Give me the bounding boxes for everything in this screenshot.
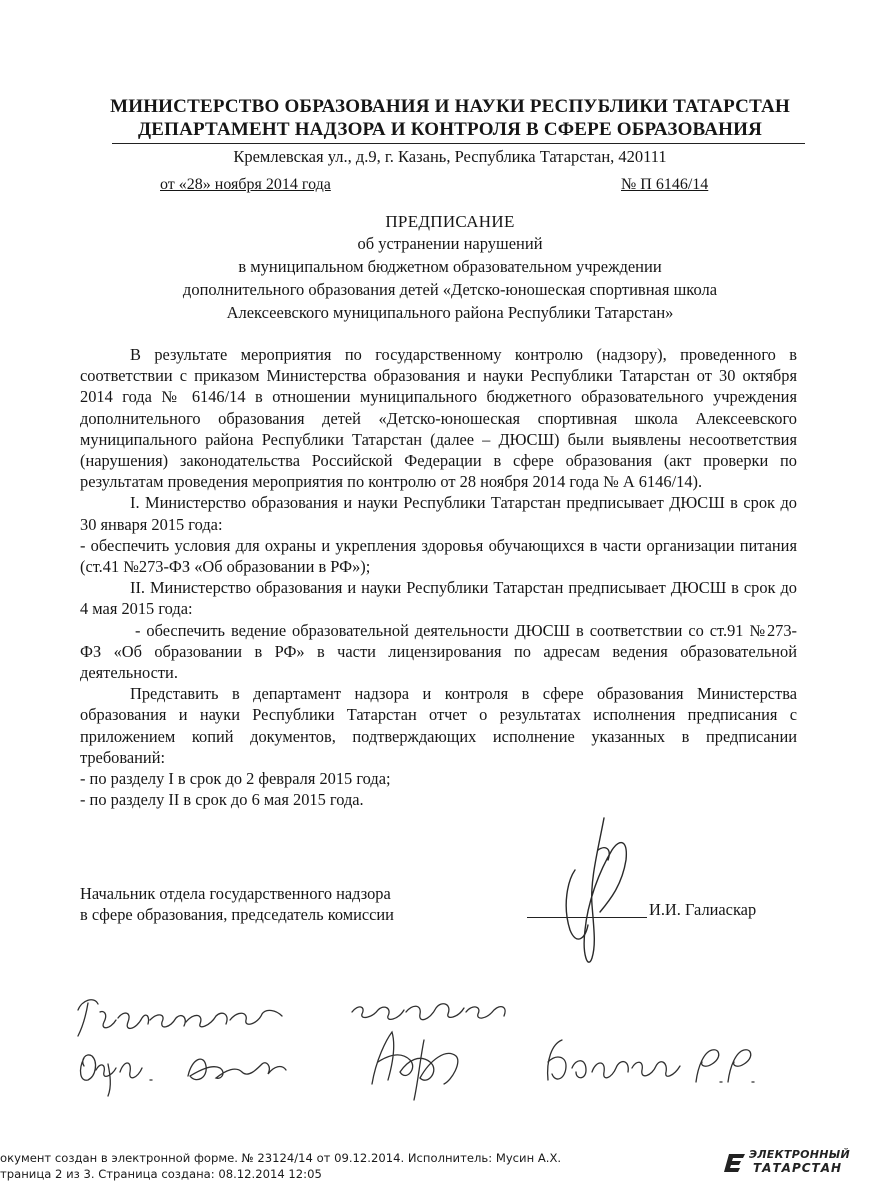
- address: Кремлевская ул., д.9, г. Казань, Республика Татарстан, 420111: [233, 147, 667, 166]
- section-2-item: - обеспечить ведение образовательной деятельности ДЮСШ в соответствии со ст.91 №273-ФЗ «Об образовании в РФ» в части лицензирования по адресам ведения образовательной деятельности.: [80, 620, 797, 683]
- electronic-tatarstan-logo: [721, 1148, 872, 1180]
- document-date: от «28» ноября 2014 года: [160, 176, 331, 193]
- title-subline-1: об устранении нарушений: [357, 234, 543, 253]
- signatory-position-line-2: в сфере образования, председатель комиссии: [80, 905, 394, 925]
- footer-line-2: траница 2 из 3. Страница создана: 08.12.2014 12:05: [0, 1167, 322, 1181]
- footer-line-1: окумент создан в электронной форме. № 23124/14 от 09.12.2014. Исполнитель: Мусин А.Х.: [0, 1151, 562, 1165]
- logo-text-bottom: ТАТАРСТАН: [753, 1161, 843, 1175]
- signatory-position-line-1: Начальник отдела государственного надзора: [80, 884, 391, 903]
- deadline-1: - по разделу I в срок до 2 февраля 2015 года;: [80, 769, 391, 789]
- title-subline-4: Алексеевского муниципального района Республики Татарстан»: [226, 303, 674, 322]
- section-1: I. Министерство образования и науки Республики Татарстан предписывает ДЮСШ в срок до 30 января 2015 года:: [80, 493, 797, 534]
- official-signature: [566, 818, 626, 962]
- report-paragraph: Представить в департамент надзора и контроля в сфере образования Министерства образования и науки Республики Татарстан отчет о результатах исполнения предписания с приложением копий документов, подтверждающих исполнение указанных в предписании требований:: [80, 684, 797, 767]
- logo-text-top: ЭЛЕКТРОННЫЙ: [749, 1148, 850, 1161]
- intro-paragraph: В результате мероприятия по государственному контролю (надзору), проведенного в соответствии с приказом Министерства образования и науки Республики Татарстан от 30 октября 2014 года № 6146/14 в отношении муниципального бюджетного образовательного учреждения дополнительного образования детей «Детско-юношеская спортивная школа Алексеевского муниципального района Республики Татарстан (далее – ДЮСШ) были выявлены несоответствия (нарушения) законодательства Российской Федерации в сфере образования (акт проверки по результатам проведения мероприятия по контролю от 28 ноября 2014 года № А 6146/14).: [80, 345, 797, 492]
- title-subline-3: дополнительного образования детей «Детско-юношеская спортивная школа: [182, 280, 718, 299]
- document-number: № П 6146/14: [621, 176, 709, 193]
- section-1-item: - обеспечить условия для охраны и укрепления здоровья обучающихся в части организации питания (ст.41 №273-ФЗ «Об образовании в РФ»);: [80, 535, 797, 577]
- logo-emblem-icon: [723, 1150, 747, 1174]
- title-subline-2: в муниципальном бюджетном образовательном учреждении: [238, 257, 662, 276]
- handwritten-note: [78, 1000, 754, 1100]
- deadline-2: - по разделу II в срок до 6 мая 2015 года.: [80, 790, 364, 810]
- department-header: ДЕПАРТАМЕНТ НАДЗОРА И КОНТРОЛЯ В СФЕРЕ ОБРАЗОВАНИЯ: [137, 119, 763, 140]
- document-title: ПРЕДПИСАНИЕ: [385, 212, 515, 231]
- signatory-name: И.И. Галиаскар: [649, 900, 757, 919]
- ministry-header: МИНИСТЕРСТВО ОБРАЗОВАНИЯ И НАУКИ РЕСПУБЛИКИ ТАТАРСТАН: [110, 96, 790, 117]
- section-2: II. Министерство образования и науки Республики Татарстан предписывает ДЮСШ в срок до 4 мая 2015 года:: [80, 578, 797, 619]
